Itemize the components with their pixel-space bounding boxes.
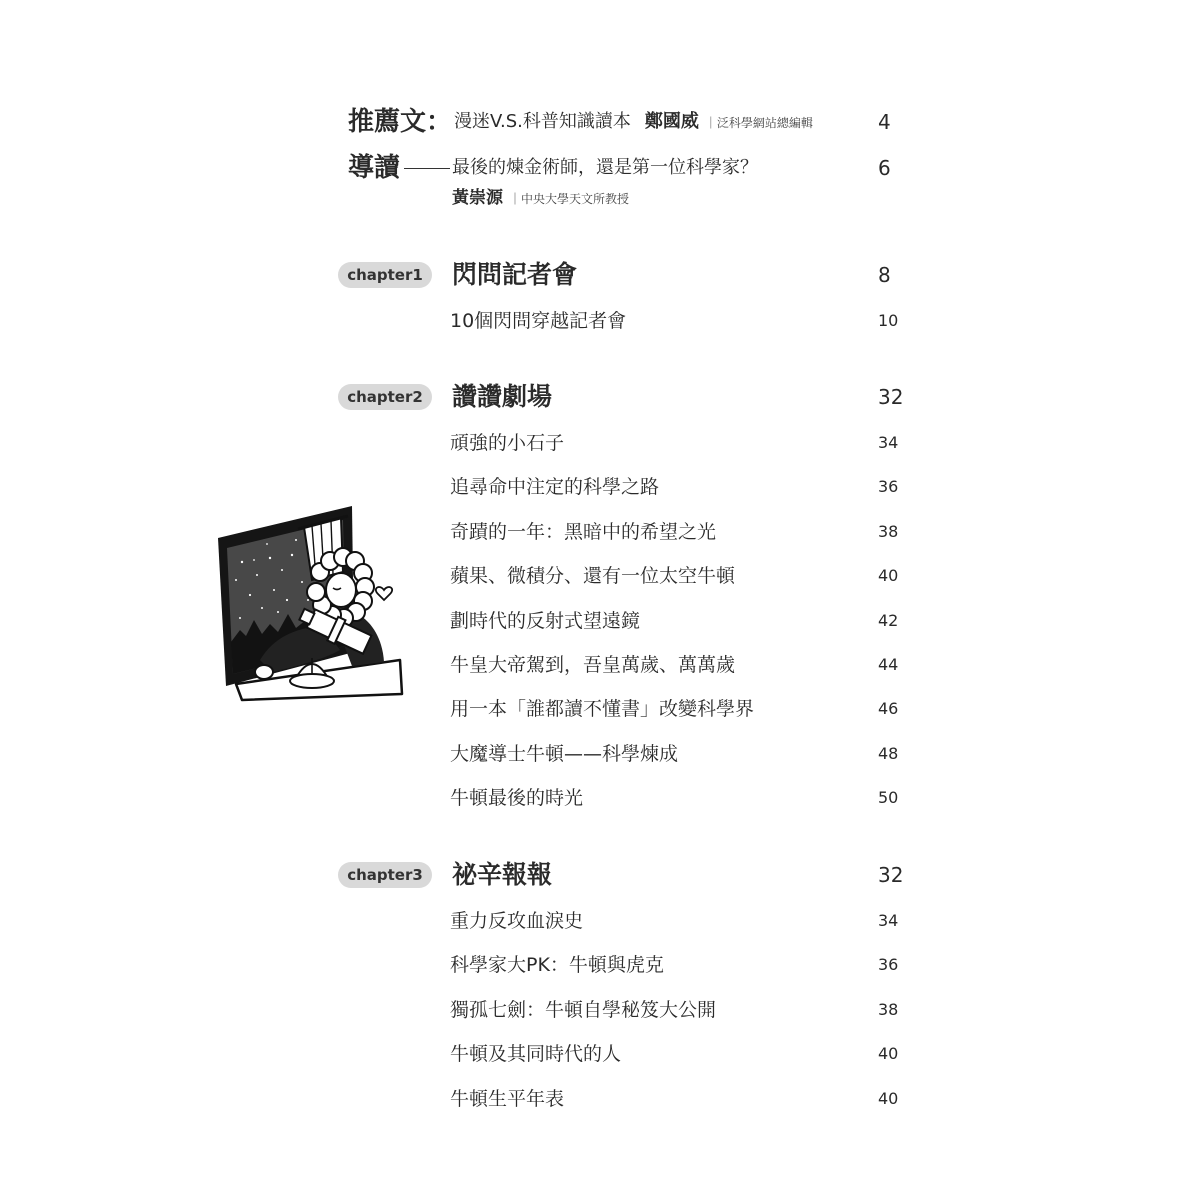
chapter-heading <box>0 258 1200 292</box>
page-number: 44 <box>878 655 899 674</box>
toc-item <box>0 948 1200 982</box>
toc-item <box>0 993 1200 1027</box>
item-title: 牛皇大帝駕到，吾皇萬歲、萬萬歲 <box>450 654 736 676</box>
page-number: 40 <box>878 566 899 586</box>
page-number: 4 <box>878 110 891 134</box>
item-title: 蘋果、微積分、還有一位太空牛頓 <box>450 565 736 588</box>
item-title: 牛頓及其同時代的人 <box>450 1043 622 1066</box>
chapter-heading <box>0 858 1200 892</box>
entry-author-line <box>452 181 629 216</box>
chapter-title: 讚讚劇場 <box>452 382 553 411</box>
hand <box>255 665 273 679</box>
item-title: 科學家大PK：牛頓與虎克 <box>450 954 664 977</box>
toc-item <box>0 737 1200 771</box>
item-title: 追尋命中注定的科學之路 <box>450 476 660 499</box>
star <box>291 554 293 556</box>
toc-item <box>0 648 1200 682</box>
toc-item <box>0 470 1200 504</box>
page-number: 36 <box>878 477 899 497</box>
page-number: 46 <box>878 699 899 719</box>
star <box>301 581 303 583</box>
page-number: 32 <box>878 863 904 887</box>
chapter-badge: chapter2 <box>338 384 432 410</box>
entry-author-role: ｜中央大學天文所教授 <box>509 192 630 206</box>
toc-item <box>0 604 1200 638</box>
heart-icon <box>376 587 392 600</box>
entry-author: 黃崇源 <box>452 188 503 208</box>
entry-text <box>452 151 758 185</box>
chapter-badge: chapter3 <box>338 862 432 888</box>
page-number: 34 <box>878 433 899 452</box>
dash-rule <box>404 168 450 169</box>
item-title: 10個閃問穿越記者會 <box>450 310 627 332</box>
toc-entry-introduction <box>0 151 1200 185</box>
toc-item <box>0 781 1200 815</box>
star <box>261 607 263 609</box>
face <box>326 573 356 607</box>
star <box>307 599 309 601</box>
item-title: 奇蹟的一年：黑暗中的希望之光 <box>450 520 717 543</box>
item-title: 劃時代的反射式望遠鏡 <box>450 609 641 632</box>
item-title: 牛頓生平年表 <box>450 1087 565 1110</box>
toc-item <box>0 559 1200 593</box>
page-number: 50 <box>878 788 899 808</box>
toc-item <box>0 692 1200 726</box>
star <box>277 611 279 613</box>
star <box>286 599 288 601</box>
star <box>249 594 251 596</box>
item-title: 獨孤七劍：牛頓自學秘笈大公開 <box>450 998 717 1021</box>
page-number: 36 <box>878 955 899 975</box>
item-title: 用一本「誰都讀不懂書」改變科學界 <box>450 698 755 721</box>
star <box>235 579 237 581</box>
toc-entry-introduction-author <box>0 181 1200 215</box>
item-title: 重力反攻血淚史 <box>450 910 584 932</box>
star <box>241 561 243 563</box>
toc-entry-recommendation <box>0 105 1200 139</box>
page-number: 10 <box>878 311 899 330</box>
star <box>239 617 241 619</box>
star <box>256 574 258 576</box>
page-number: 48 <box>878 743 899 763</box>
page-number: 8 <box>878 263 891 287</box>
star <box>273 589 275 591</box>
toc-item <box>0 426 1200 460</box>
item-title: 大魔導士牛頓——科學煉成 <box>450 742 679 765</box>
chapter-heading <box>0 380 1200 414</box>
page-number: 32 <box>878 385 904 409</box>
toc-item <box>0 515 1200 549</box>
entry-text <box>454 105 813 140</box>
star <box>295 539 297 541</box>
toc-item <box>0 1037 1200 1071</box>
entry-label: 推薦文： <box>348 107 453 137</box>
entry-label: 導讀 <box>348 153 401 183</box>
page-number: 38 <box>878 999 899 1019</box>
chapter-badge: chapter1 <box>338 262 432 288</box>
page-number: 40 <box>878 1088 899 1108</box>
chapter-title: 閃問記者會 <box>452 260 578 289</box>
toc-item <box>0 904 1200 938</box>
entry-title: 最後的煉金術師，還是第一位科學家？ <box>452 157 758 178</box>
page-number: 34 <box>878 911 899 930</box>
page-number: 42 <box>878 610 899 630</box>
page-number: 40 <box>878 1044 899 1064</box>
entry-author-role: ｜泛科學網站總編輯 <box>704 116 813 130</box>
star <box>253 559 255 561</box>
star <box>266 543 268 545</box>
newton-telescope-icon <box>212 500 407 705</box>
item-title: 牛頓最後的時光 <box>450 787 584 810</box>
entry-title: 漫迷V.S.科普知識讀本 <box>454 111 631 132</box>
page-number: 38 <box>878 521 899 541</box>
toc-item <box>0 1082 1200 1116</box>
entry-author: 鄭國威 <box>644 111 699 132</box>
page-number: 6 <box>878 156 891 180</box>
chapter-title: 祕辛報報 <box>452 860 553 889</box>
toc-item <box>0 304 1200 338</box>
item-title: 頑強的小石子 <box>450 432 565 454</box>
star <box>269 557 271 559</box>
star <box>281 569 283 571</box>
